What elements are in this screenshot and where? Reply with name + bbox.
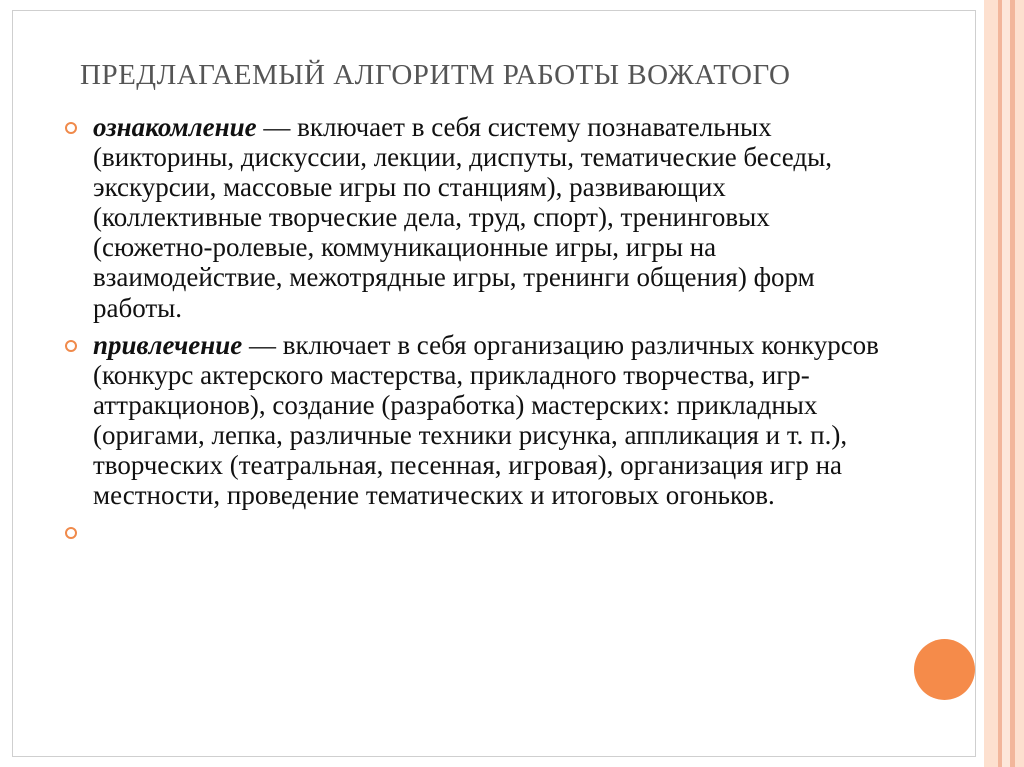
bullet-text: — включает в себя систему познавательных (викторины, дискуссии, лекции, диспуты, тематические беседы, экскурсии, массовые игры по станциям), развивающих (коллективные творческие дела, труд, спорт), тренинговых (сюжетно-ролевые, коммуникационные игры, игры на взаимодействие, межотрядные игры, тренинги общения) форм работы.: [93, 112, 833, 323]
decor-stripe: [984, 0, 998, 767]
decor-stripe: [1002, 0, 1010, 767]
bullet-term: ознакомление: [93, 112, 257, 142]
bullet-term: привлечение: [93, 329, 243, 360]
bullet-icon: [65, 122, 77, 134]
bullet-item-involvement: [65, 330, 895, 511]
bullet-text: — включает в себя организацию различных конкурсов (конкурс актерского мастерства, прикладного творчества, игр-аттракционов), создание (разработка) мастерских: прикладных (оригами, лепка, различные техники рисунка, аппликация и т. п.), творческих (театральная, песенная, игровая), организация игр на местности, проведение тематических и итоговых огоньков.: [93, 329, 879, 511]
decor-circle: [914, 639, 975, 700]
bullet-item-empty: [65, 517, 895, 547]
slide-title: ПРЕДЛАГАЕМЫЙ АЛГОРИТМ РАБОТЫ ВОЖАТОГО: [80, 59, 791, 91]
bullet-icon: [65, 527, 77, 539]
bullet-icon: [65, 340, 77, 352]
decor-stripe: [1015, 0, 1024, 767]
bullet-item-familiarization: [65, 112, 895, 323]
bullet-list: [65, 112, 895, 554]
